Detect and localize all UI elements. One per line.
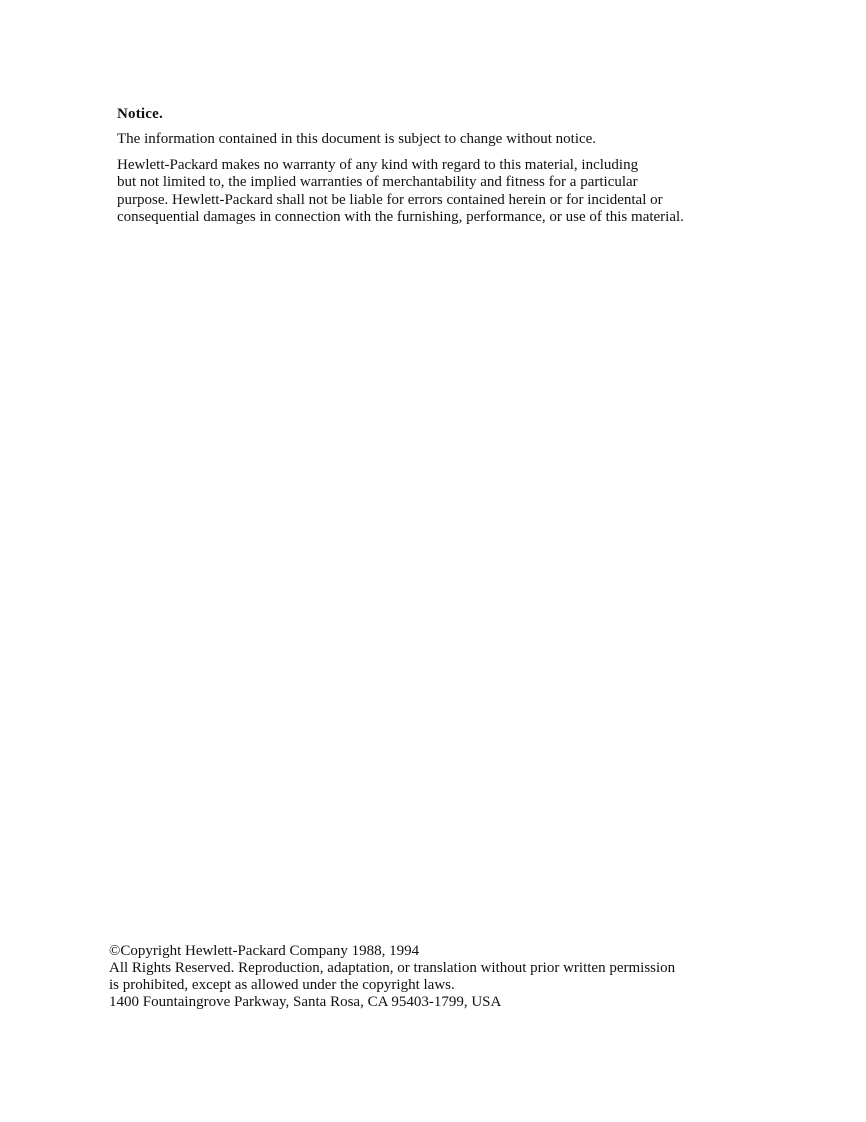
notice-warranty-paragraph bbox=[117, 157, 757, 227]
warranty-line: purpose. Hewlett-Packard shall not be liable for errors contained herein or for incidental or bbox=[117, 191, 663, 208]
warranty-line: but not limited to, the implied warranties of merchantability and fitness for a particular bbox=[117, 174, 638, 190]
rights-line: All Rights Reserved. Reproduction, adaptation, or translation without prior written permission bbox=[109, 960, 676, 976]
warranty-line: Hewlett-Packard makes no warranty of any kind with regard to this material, including bbox=[117, 156, 639, 173]
notice-change-paragraph: The information contained in this document is subject to change without notice. bbox=[117, 131, 597, 147]
notice-section bbox=[117, 104, 757, 235]
copyright-line: ©Copyright Hewlett-Packard Company 1988, 1994 bbox=[109, 943, 420, 959]
address-line: 1400 Fountaingrove Parkway, Santa Rosa, CA 95403-1799, USA bbox=[109, 994, 502, 1010]
warranty-line: consequential damages in connection with the furnishing, performance, or use of this material. bbox=[117, 209, 684, 225]
copyright-section bbox=[109, 943, 789, 1011]
notice-heading: Notice. bbox=[117, 106, 163, 122]
rights-line-continued: is prohibited, except as allowed under the copyright laws. bbox=[109, 977, 455, 993]
